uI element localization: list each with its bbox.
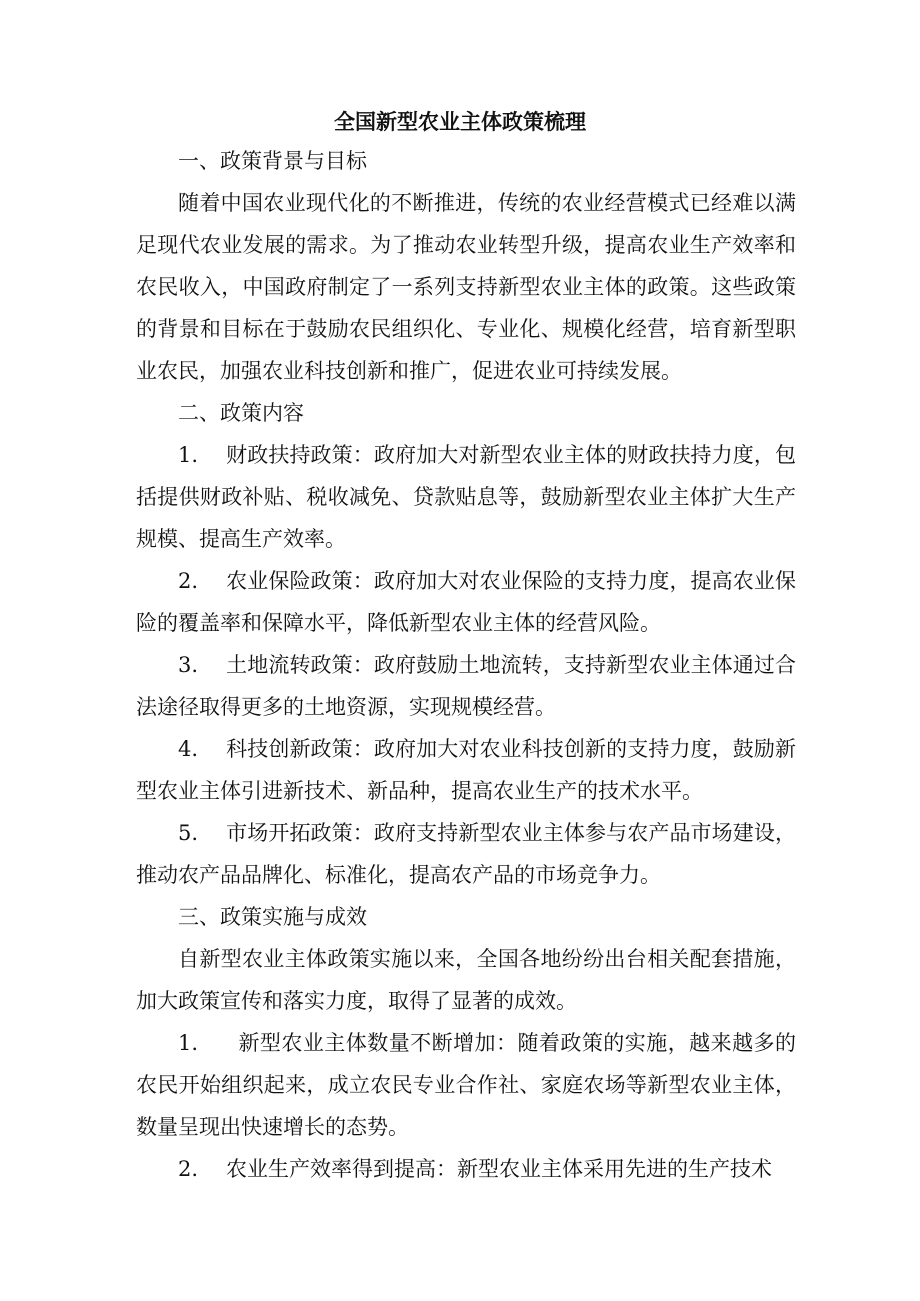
document-body [136,140,796,1190]
paragraph: 自新型农业主体政策实施以来，全国各地纷纷出台相关配套措施，加大政策宣传和落实力度，取得了显著的成效。 [136,947,796,1013]
list-item [136,644,796,728]
list-item-number: 5. [178,821,199,845]
list-item [136,1022,796,1148]
list-item-text: 土地流转政策：政府鼓励土地流转，支持新型农业主体通过合法途径取得更多的土地资源，实现规模经营。 [136,653,796,719]
list-item-text: 农业保险政策：政府加大对农业保险的支持力度，提高农业保险的覆盖率和保障水平，降低新型农业主体的经营风险。 [136,569,796,635]
list-item-number: 2. [178,1157,199,1181]
list-item-number: 3. [178,653,199,677]
list-item [136,560,796,644]
document-title: 全国新型农业主体政策梳理 [334,109,586,134]
list-item [136,434,796,560]
list-item [136,728,796,812]
list-item-text: 新型农业主体数量不断增加：随着政策的实施，越来越多的农民开始组织起来，成立农民专业合作社、家庭农场等新型农业主体，数量呈现出快速增长的态势。 [136,1031,796,1139]
section-heading: 二、政策内容 [178,401,304,425]
section-heading: 三、政策实施与成效 [178,905,367,929]
list-item-text: 市场开拓政策：政府支持新型农业主体参与农产品市场建设，推动农产品品牌化、标准化，提高农产品的市场竞争力。 [136,821,796,887]
section-heading: 一、政策背景与目标 [178,149,367,173]
list-item [136,812,796,896]
list-item-text: 财政扶持政策：政府加大对新型农业主体的财政扶持力度，包括提供财政补贴、税收减免、贷款贴息等，鼓励新型农业主体扩大生产规模、提高生产效率。 [136,443,796,551]
list-item-number: 1. [178,1031,199,1055]
paragraph: 随着中国农业现代化的不断推进，传统的农业经营模式已经难以满足现代农业发展的需求。为了推动农业转型升级，提高农业生产效率和农民收入，中国政府制定了一系列支持新型农业主体的政策。这些政策的背景和目标在于鼓励农民组织化、专业化、规模化经营，培育新型职业农民，加强农业科技创新和推广，促进农业可持续发展。 [136,191,796,383]
list-item-number: 4. [178,737,199,761]
list-item-text: 科技创新政策：政府加大对农业科技创新的支持力度，鼓励新型农业主体引进新技术、新品种，提高农业生产的技术水平。 [136,737,796,803]
list-item [136,1148,796,1190]
list-item-number: 1. [178,443,199,467]
list-item-text: 农业生产效率得到提高：新型农业主体采用先进的生产技术 [226,1157,772,1181]
list-item-number: 2. [178,569,199,593]
